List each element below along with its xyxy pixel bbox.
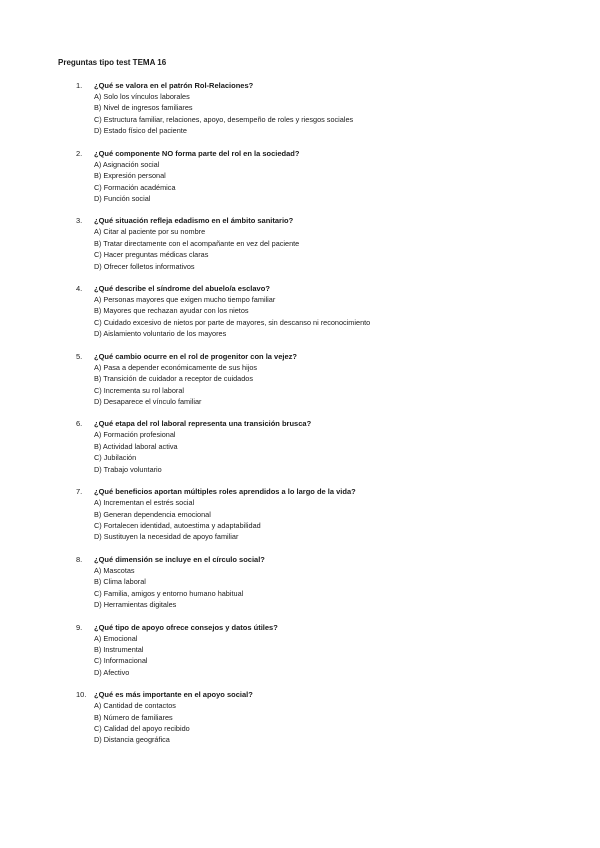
question-text: ¿Qué beneficios aportan múltiples roles aprendidos a lo largo de la vida?: [94, 487, 356, 497]
question-item-10: [0, 689, 600, 757]
answer-option: C) Fortalecen identidad, autoestima y adaptabilidad: [94, 520, 261, 530]
answer-option: C) Incrementa su rol laboral: [94, 385, 185, 395]
question-text: ¿Qué etapa del rol laboral representa una transición brusca?: [94, 419, 312, 429]
option-list: [94, 91, 353, 137]
answer-option: D) Sustituyen la necesidad de apoyo familiar: [94, 532, 239, 542]
answer-option: A) Solo los vínculos laborales: [94, 92, 190, 101]
answer-option: C) Hacer preguntas médicas claras: [94, 250, 209, 260]
question-list: [0, 80, 600, 757]
answer-option: B) Nivel de ingresos familiares: [94, 103, 193, 113]
answer-option: A) Formación profesional: [94, 430, 176, 440]
answer-option: A) Citar al paciente por su nombre: [94, 227, 206, 237]
option-list: [94, 700, 190, 746]
question-text: ¿Qué dimensión se incluye en el círculo social?: [94, 554, 265, 564]
option-list: [94, 159, 176, 205]
answer-option: A) Incrementan el estrés social: [94, 498, 195, 508]
answer-option: B) Número de familiares: [94, 712, 173, 722]
question-item-2: [0, 148, 600, 216]
answer-option: B) Tratar directamente con el acompañante en vez del paciente: [94, 238, 300, 248]
question-text: ¿Qué componente NO forma parte del rol en la sociedad?: [94, 148, 300, 158]
answer-option: D) Función social: [94, 193, 151, 203]
option-list: [94, 362, 257, 408]
question-text: ¿Qué cambio ocurre en el rol de progenitor con la vejez?: [94, 351, 297, 361]
answer-option: C) Jubilación: [94, 453, 137, 463]
answer-option: D) Aislamiento voluntario de los mayores: [94, 329, 227, 339]
answer-option: D) Desaparece el vínculo familiar: [94, 396, 202, 406]
answer-option: C) Estructura familiar, relaciones, apoyo, desempeño de roles y riesgos sociales: [94, 114, 354, 124]
answer-option: A) Cantidad de contactos: [94, 701, 176, 711]
question-number: 8.: [76, 554, 83, 564]
question-item-4: [0, 283, 600, 351]
option-list: [94, 429, 178, 475]
answer-option: A) Asignación social: [94, 159, 160, 169]
answer-option: A) Mascotas: [94, 565, 135, 575]
question-item-9: [0, 622, 600, 690]
question-item-7: [0, 486, 600, 554]
answer-option: D) Estado físico del paciente: [94, 126, 187, 136]
document-title: Preguntas tipo test TEMA 16: [58, 58, 167, 67]
question-number: 1.: [76, 81, 83, 90]
option-list: [94, 294, 370, 340]
question-item-8: [0, 554, 600, 622]
question-text: ¿Qué tipo de apoyo ofrece consejos y datos útiles?: [94, 622, 278, 632]
answer-option: B) Expresión personal: [94, 171, 166, 181]
question-number: 7.: [76, 487, 83, 497]
answer-option: B) Transición de cuidador a receptor de cuidados: [94, 374, 254, 384]
option-list: [94, 226, 299, 272]
answer-option: B) Clima laboral: [94, 577, 146, 587]
question-text: ¿Qué se valora en el patrón Rol-Relaciones?: [94, 81, 254, 90]
answer-option: D) Trabajo voluntario: [94, 464, 162, 474]
answer-option: C) Cuidado excesivo de nietos por parte de mayores, sin descanso ni reconocimiento: [94, 317, 371, 327]
option-list: [94, 565, 243, 611]
answer-option: D) Ofrecer folletos informativos: [94, 261, 195, 271]
answer-option: C) Calidad del apoyo recibido: [94, 724, 190, 733]
question-text: ¿Qué describe el síndrome del abuelo/a esclavo?: [94, 284, 270, 294]
answer-option: C) Informacional: [94, 656, 148, 666]
question-number: 4.: [76, 284, 83, 294]
option-list: [94, 497, 261, 543]
answer-option: B) Generan dependencia emocional: [94, 509, 211, 519]
question-item-3: [0, 215, 600, 283]
question-text: ¿Qué situación refleja edadismo en el ámbito sanitario?: [94, 216, 294, 226]
question-number: 10.: [76, 690, 87, 700]
question-number: 2.: [76, 148, 83, 158]
answer-option: A) Emocional: [94, 633, 138, 643]
answer-option: D) Afectivo: [94, 667, 130, 677]
answer-option: A) Personas mayores que exigen mucho tiempo familiar: [94, 295, 276, 305]
option-list: [94, 633, 148, 679]
answer-option: C) Familia, amigos y entorno humano habitual: [94, 588, 244, 598]
question-number: 6.: [76, 419, 83, 429]
answer-option: B) Actividad laboral activa: [94, 441, 178, 451]
answer-option: B) Instrumental: [94, 644, 144, 654]
answer-option: D) Distancia geográfica: [94, 735, 170, 745]
question-item-6: [0, 418, 600, 486]
question-number: 3.: [76, 216, 83, 226]
question-number: 5.: [76, 351, 83, 361]
answer-option: D) Herramientas digitales: [94, 600, 177, 610]
question-text: ¿Qué es más importante en el apoyo social?: [94, 690, 253, 700]
answer-option: A) Pasa a depender económicamente de sus hijos: [94, 362, 258, 372]
question-item-1: [0, 80, 600, 148]
question-number: 9.: [76, 622, 83, 632]
answer-option: B) Mayores que rechazan ayudar con los nietos: [94, 306, 249, 316]
question-item-5: [0, 351, 600, 419]
answer-option: C) Formación académica: [94, 182, 176, 192]
